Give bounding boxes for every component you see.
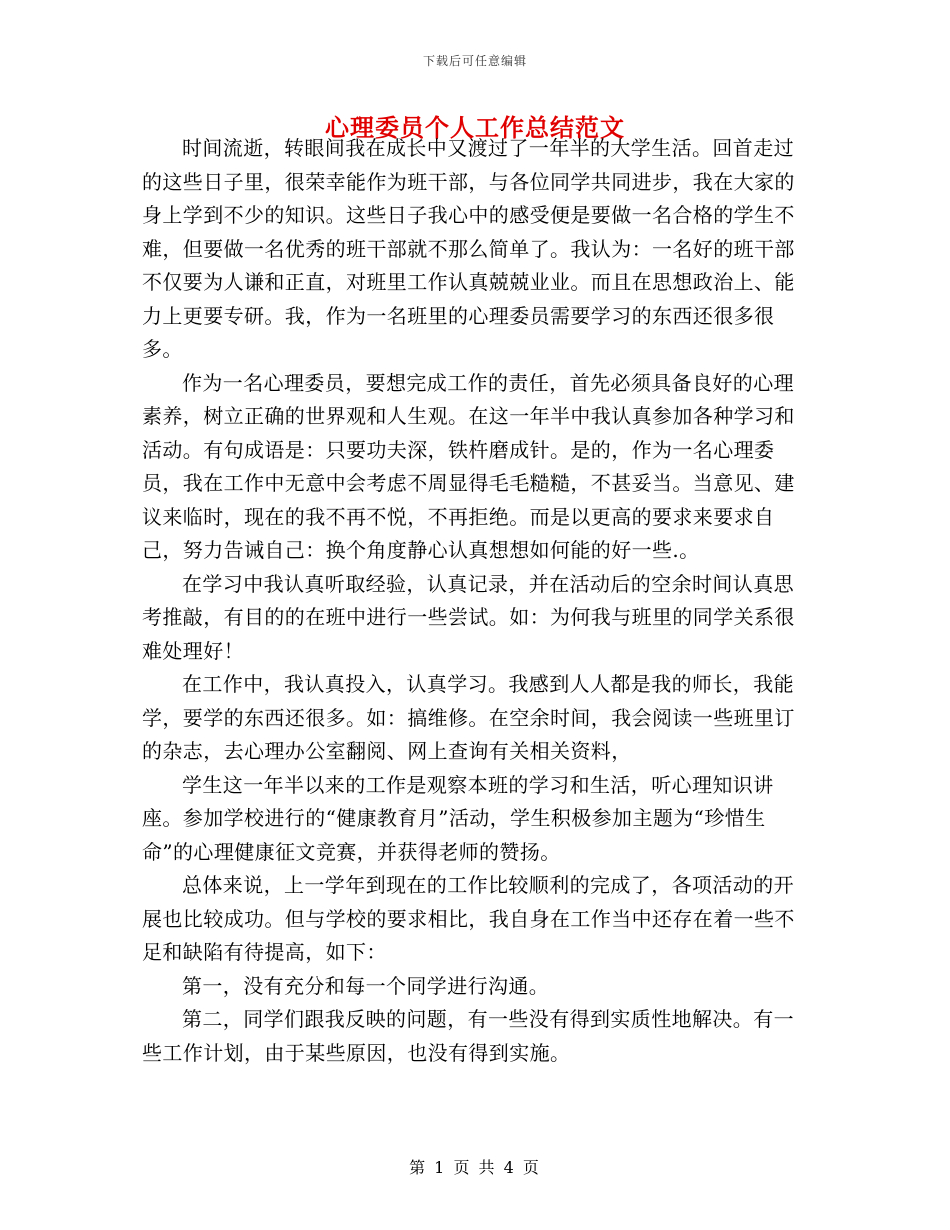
paragraph: 第一，没有充分和每一个同学进行沟通。 xyxy=(182,973,550,998)
paragraph: 第二，同学们跟我反映的问题，有一些没有得到实质性地解决。有一些工作计划，由于某些原因，也没有得到实施。 xyxy=(142,1007,794,1065)
header-note: 下载后可任意编辑 xyxy=(422,54,527,68)
paragraph: 总体来说，上一学年到现在的工作比较顺利的完成了，各项活动的开展也比较成功。但与学校的要求相比，我自身在工作当中还存在着一些不足和缺陷有待提高，如下： xyxy=(142,873,795,964)
paragraph: 时间流逝，转眼间我在成长中又渡过了一年半的大学生活。回首走过的这些日子里，很荣幸能作为班干部，与各位同学共同进步，我在大家的身上学到不少的知识。这些日子我心中的感受便是要做一名合格的学生不难，但要做一名优秀的班干部就不那么简单了。我认为：一名好的班干部不仅要为人谦和正直，对班里工作认真兢兢业业。而且在思想政治上、能力上更要专研。我，作为一名班里的心理委员需要学习的东西还很多很多。 xyxy=(142,136,795,361)
document-title: 心理委员个人工作总结范文 xyxy=(325,113,625,142)
paragraph: 作为一名心理委员，要想完成工作的责任，首先必须具备良好的心理素养，树立正确的世界观和人生观。在这一年半中我认真参加各种学习和活动。有句成语是：只要功夫深，铁杵磨成针。是的，作为一名心理委员，我在工作中无意中会考虑不周显得毛毛糙糙，不甚妥当。当意见、建议来临时，现在的我不再不悦，不再拒绝。而是以更高的要求来要求自己，努力告诫自己：换个角度静心认真想想如何能的好一些.。 xyxy=(142,370,795,562)
page-footer: 第 1 页 共 4 页 xyxy=(409,1158,541,1177)
paragraph: 学生这一年半以来的工作是观察本班的学习和生活，听心理知识讲座。参加学校进行的“健康教育月”活动，学生积极参加主题为“珍惜生命”的心理健康征文竞赛，并获得老师的赞扬。 xyxy=(142,772,774,864)
document-body xyxy=(142,132,810,1070)
paragraph: 在工作中，我认真投入，认真学习。我感到人人都是我的师长，我能学，要学的东西还很多。如：搞维修。在空余时间，我会阅读一些班里订的杂志，去心理办公室翻阅、网上查询有关相关资料， xyxy=(142,672,795,763)
paragraph: 在学习中我认真听取经验，认真记录，并在活动后的空余时间认真思考推敲，有目的的在班中进行一些尝试。如：为何我与班里的同学关系很难处理好！ xyxy=(142,571,795,663)
